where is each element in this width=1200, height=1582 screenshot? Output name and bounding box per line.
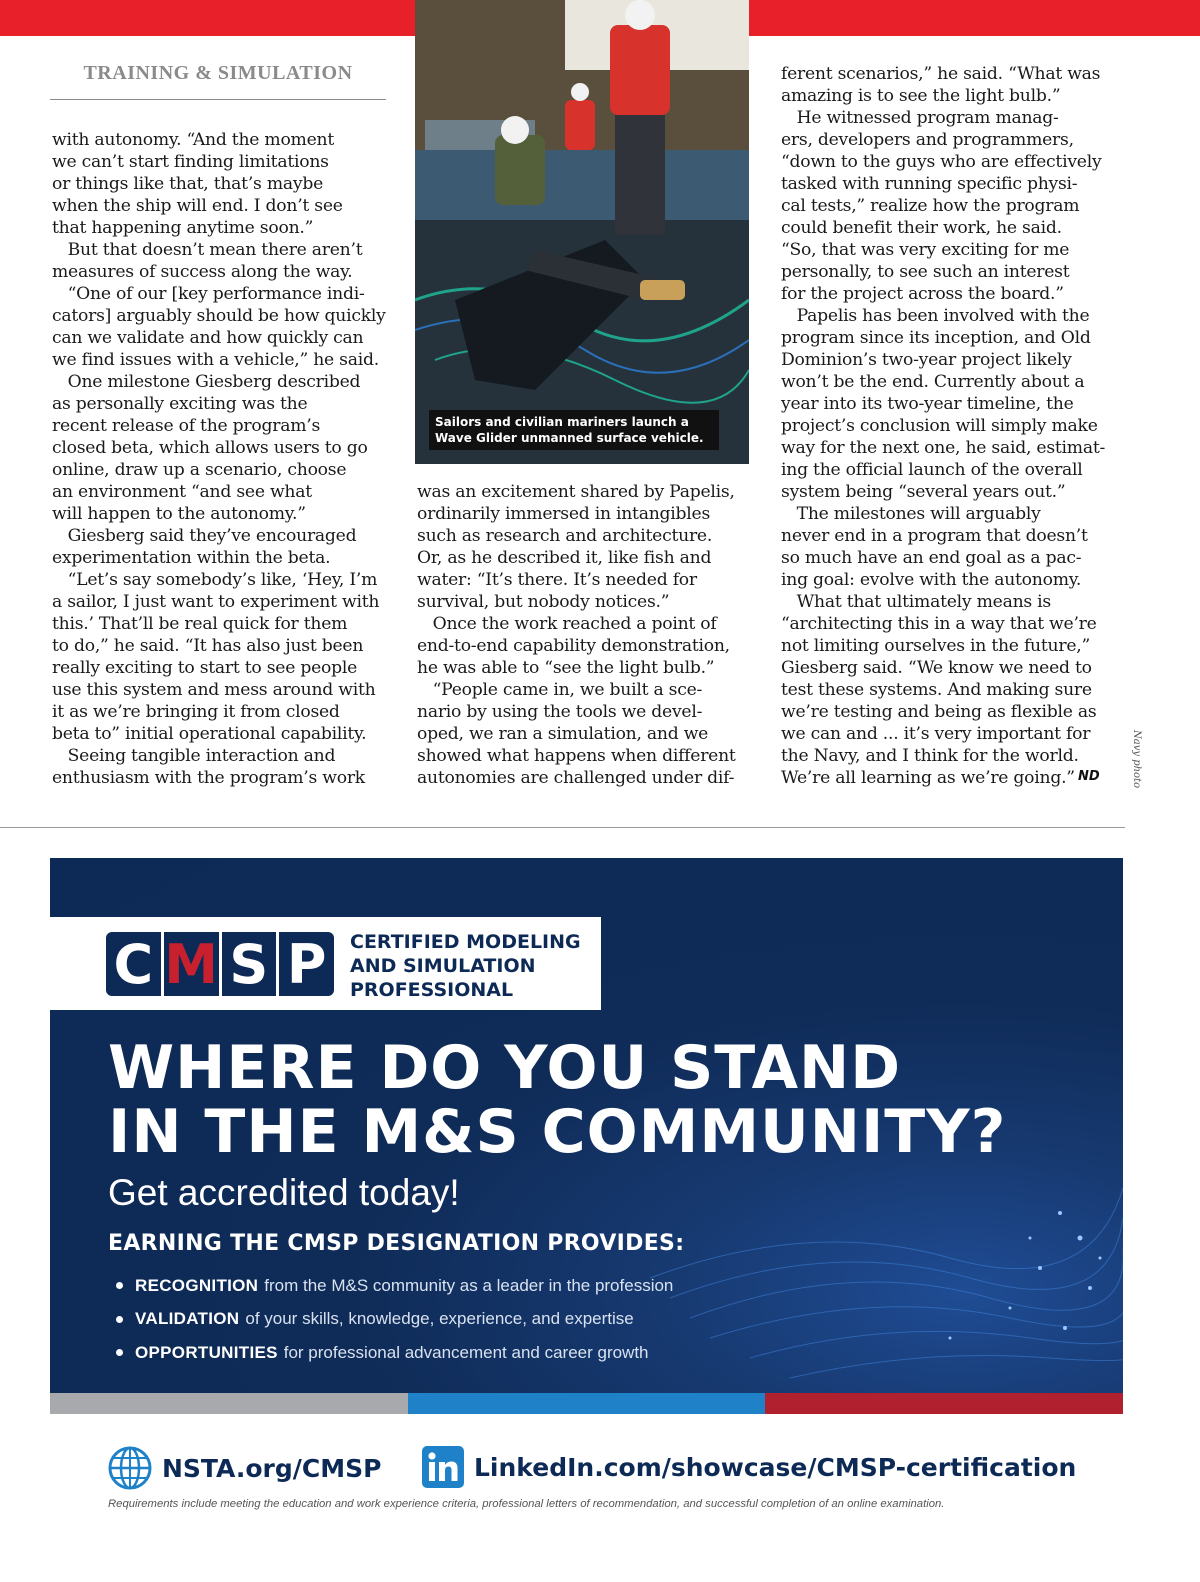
article-line: measures of success along the way. bbox=[52, 262, 353, 282]
article-line: end-to-end capability demonstration, bbox=[417, 636, 730, 656]
article-line: really exciting to start to see people bbox=[52, 658, 358, 678]
article-line: “So, that was very exciting for me bbox=[781, 240, 1070, 260]
article-line: can we validate and how quickly can bbox=[52, 328, 364, 348]
cmsp-logo-mark bbox=[106, 932, 334, 996]
article-line: water: “It’s there. It’s needed for bbox=[417, 570, 697, 590]
bullet-dot-icon bbox=[116, 1316, 123, 1323]
end-mark: ND bbox=[1078, 769, 1100, 784]
article-line: “Let’s say somebody’s like, ‘Hey, I’m bbox=[52, 570, 378, 590]
article-line: recent release of the program’s bbox=[52, 416, 321, 436]
provides-heading: EARNING THE CMSP DESIGNATION PROVIDES: bbox=[108, 1231, 685, 1256]
article-line: He witnessed program manag- bbox=[781, 108, 1059, 128]
ad-subhead: Get accredited today! bbox=[108, 1172, 460, 1213]
article-line: ferent scenarios,” he said. “What was bbox=[781, 64, 1101, 84]
ad-headline bbox=[108, 1033, 1108, 1167]
article-line: an environment “and see what bbox=[52, 482, 312, 502]
article-line: Giesberg said they’ve encouraged bbox=[52, 526, 357, 546]
article-line: never end in a program that doesn’t bbox=[781, 526, 1088, 546]
article-line: Papelis has been involved with the bbox=[781, 306, 1090, 326]
article-line: we can and ... it’s very important for bbox=[781, 724, 1091, 744]
article-line: What that ultimately means is bbox=[781, 592, 1051, 612]
article-line: Dominion’s two-year project likely bbox=[781, 350, 1072, 370]
article-line: use this system and mess around with bbox=[52, 680, 376, 700]
article-line: ing goal: evolve with the autonomy. bbox=[781, 570, 1082, 590]
article-line: was an excitement shared by Papelis, bbox=[417, 482, 735, 502]
article-line: ordinarily immersed in intangibles bbox=[417, 504, 711, 524]
article-line: “architecting this in a way that we’re bbox=[781, 614, 1097, 634]
photo-caption: Sailors and civilian mariners launch a Wave Glider unmanned surface vehicle. bbox=[429, 410, 719, 450]
article-line: ing the official launch of the overall bbox=[781, 460, 1083, 480]
article-column-3 bbox=[781, 63, 1105, 789]
article-line: nario by using the tools we devel- bbox=[417, 702, 703, 722]
ad-stripe-blue bbox=[408, 1393, 765, 1414]
article-line: ers, developers and programmers, bbox=[781, 130, 1074, 150]
headline-line-1: WHERE DO YOU STAND bbox=[108, 1033, 902, 1103]
benefit-item bbox=[116, 1303, 816, 1337]
linkedin-link[interactable] bbox=[422, 1446, 1076, 1488]
article-line: such as research and architecture. bbox=[417, 526, 713, 546]
cmsp-logo-text bbox=[350, 930, 595, 1002]
article-line: tasked with running specific physi- bbox=[781, 174, 1078, 194]
globe-icon bbox=[108, 1446, 152, 1490]
article-photo bbox=[415, 0, 749, 464]
website-text: NSTA.org/CMSP bbox=[162, 1453, 382, 1483]
article-line: way for the next one, he said, estimat- bbox=[781, 438, 1106, 458]
article-line: a sailor, I just want to experiment with bbox=[52, 592, 380, 612]
fine-print: Requirements include meeting the education and work experience criteria, professional letters of recommendation, and successful completion of an online examination. bbox=[108, 1498, 945, 1510]
top-accent-bar-left bbox=[0, 0, 415, 36]
logo-text-line: CERTIFIED MODELING bbox=[350, 931, 581, 953]
section-label: TRAINING & SIMULATION bbox=[83, 62, 353, 84]
logo-letter-p: P bbox=[286, 932, 327, 996]
article-line: enthusiasm with the program’s work bbox=[52, 768, 365, 788]
article-line: the Navy, and I think for the world. bbox=[781, 746, 1079, 766]
article-line: showed what happens when different bbox=[417, 746, 736, 766]
logo-letter-s: S bbox=[222, 932, 280, 996]
article-line: we find issues with a vehicle,” he said. bbox=[52, 350, 379, 370]
article-line: Giesberg said. “We know we need to bbox=[781, 658, 1092, 678]
article-line: cators] arguably should be how quickly bbox=[52, 306, 386, 326]
section-rule bbox=[50, 99, 386, 100]
article-line: when the ship will end. I don’t see bbox=[52, 196, 343, 216]
article-line: The milestones will arguably bbox=[781, 504, 1041, 524]
logo-text-line: PROFESSIONAL bbox=[350, 979, 514, 1001]
article-column-2 bbox=[417, 481, 736, 789]
article-line: or things like that, that’s maybe bbox=[52, 174, 324, 194]
article-line: “down to the guys who are effectively bbox=[781, 152, 1102, 172]
benefit-keyword: OPPORTUNITIES bbox=[135, 1342, 278, 1362]
linkedin-text: LinkedIn.com/showcase/CMSP-certification bbox=[474, 1452, 1077, 1482]
article-line: We’re all learning as we’re going.” bbox=[781, 768, 1075, 788]
photo-credit: Navy photo bbox=[1131, 730, 1142, 789]
article-line: personally, to see such an interest bbox=[781, 262, 1070, 282]
article-line: Once the work reached a point of bbox=[417, 614, 717, 634]
article-line: beta to” initial operational capability. bbox=[52, 724, 367, 744]
bullet-dot-icon bbox=[116, 1282, 123, 1289]
bullet-dot-icon bbox=[116, 1349, 123, 1356]
article-line: But that doesn’t mean there aren’t bbox=[52, 240, 363, 260]
article-line: will happen to the autonomy.” bbox=[52, 504, 306, 524]
top-accent-bar-right bbox=[749, 0, 1200, 36]
logo-text-line: AND SIMULATION bbox=[350, 955, 536, 977]
article-line: Or, as he described it, like fish and bbox=[417, 548, 712, 568]
ad-divider bbox=[0, 827, 1125, 828]
article-line: we’re testing and being as flexible as bbox=[781, 702, 1097, 722]
article-line: this.’ That’ll be real quick for them bbox=[52, 614, 348, 634]
benefit-keyword: VALIDATION bbox=[135, 1309, 240, 1329]
benefit-text: of your skills, knowledge, experience, and expertise bbox=[245, 1309, 634, 1329]
article-line: that happening anytime soon.” bbox=[52, 218, 314, 238]
benefit-keyword: RECOGNITION bbox=[135, 1275, 259, 1295]
logo-letter-c: C bbox=[106, 932, 164, 996]
article-line: program since its inception, and Old bbox=[781, 328, 1091, 348]
article-line: system being “several years out.” bbox=[781, 482, 1066, 502]
website-link[interactable] bbox=[108, 1446, 381, 1490]
ad-stripe-gray bbox=[50, 1393, 408, 1414]
article-line: survival, but nobody notices.” bbox=[417, 592, 670, 612]
article-line: “People came in, we built a sce- bbox=[417, 680, 703, 700]
article-line: so much have an end goal as a pac- bbox=[781, 548, 1082, 568]
article-line: to do,” he said. “It has also just been bbox=[52, 636, 364, 656]
article-line: closed beta, which allows users to go bbox=[52, 438, 368, 458]
ad-stripe-red bbox=[765, 1393, 1123, 1414]
photo-illustration bbox=[415, 0, 749, 464]
article-line: it as we’re bringing it from closed bbox=[52, 702, 340, 722]
article-line: experimentation within the beta. bbox=[52, 548, 331, 568]
article-line: he was able to “see the light bulb.” bbox=[417, 658, 715, 678]
article-line: autonomies are challenged under dif- bbox=[417, 768, 735, 788]
article-line: “One of our [key performance indi- bbox=[52, 284, 365, 304]
article-line: One milestone Giesberg described bbox=[52, 372, 361, 392]
article-line: for the project across the board.” bbox=[781, 284, 1064, 304]
benefit-text: from the M&S community as a leader in the profession bbox=[264, 1275, 674, 1295]
article-line: with autonomy. “And the moment bbox=[52, 130, 335, 150]
article-line: not limiting ourselves in the future,” bbox=[781, 636, 1090, 656]
linkedin-icon bbox=[422, 1446, 464, 1488]
article-line: we can’t start finding limitations bbox=[52, 152, 329, 172]
article-line: amazing is to see the light bulb.” bbox=[781, 86, 1061, 106]
article-line: won’t be the end. Currently about a bbox=[781, 372, 1085, 392]
article-line: as personally exciting was the bbox=[52, 394, 308, 414]
article-line: cal tests,” realize how the program bbox=[781, 196, 1080, 216]
benefit-item bbox=[116, 1269, 816, 1303]
article-column-1 bbox=[52, 129, 386, 789]
article-line: oped, we ran a simulation, and we bbox=[417, 724, 709, 744]
benefit-text: for professional advancement and career growth bbox=[283, 1342, 649, 1362]
article-line: could benefit their work, he said. bbox=[781, 218, 1062, 238]
logo-letter-m: M bbox=[164, 932, 222, 996]
headline-line-2: IN THE M&S COMMUNITY? bbox=[108, 1097, 1007, 1167]
article-line: test these systems. And making sure bbox=[781, 680, 1092, 700]
article-line: online, draw up a scenario, choose bbox=[52, 460, 347, 480]
article-line: project’s conclusion will simply make bbox=[781, 416, 1098, 436]
benefit-list bbox=[116, 1269, 816, 1370]
article-line: Seeing tangible interaction and bbox=[52, 746, 336, 766]
benefit-item bbox=[116, 1336, 816, 1370]
article-line: year into its two-year timeline, the bbox=[781, 394, 1074, 414]
